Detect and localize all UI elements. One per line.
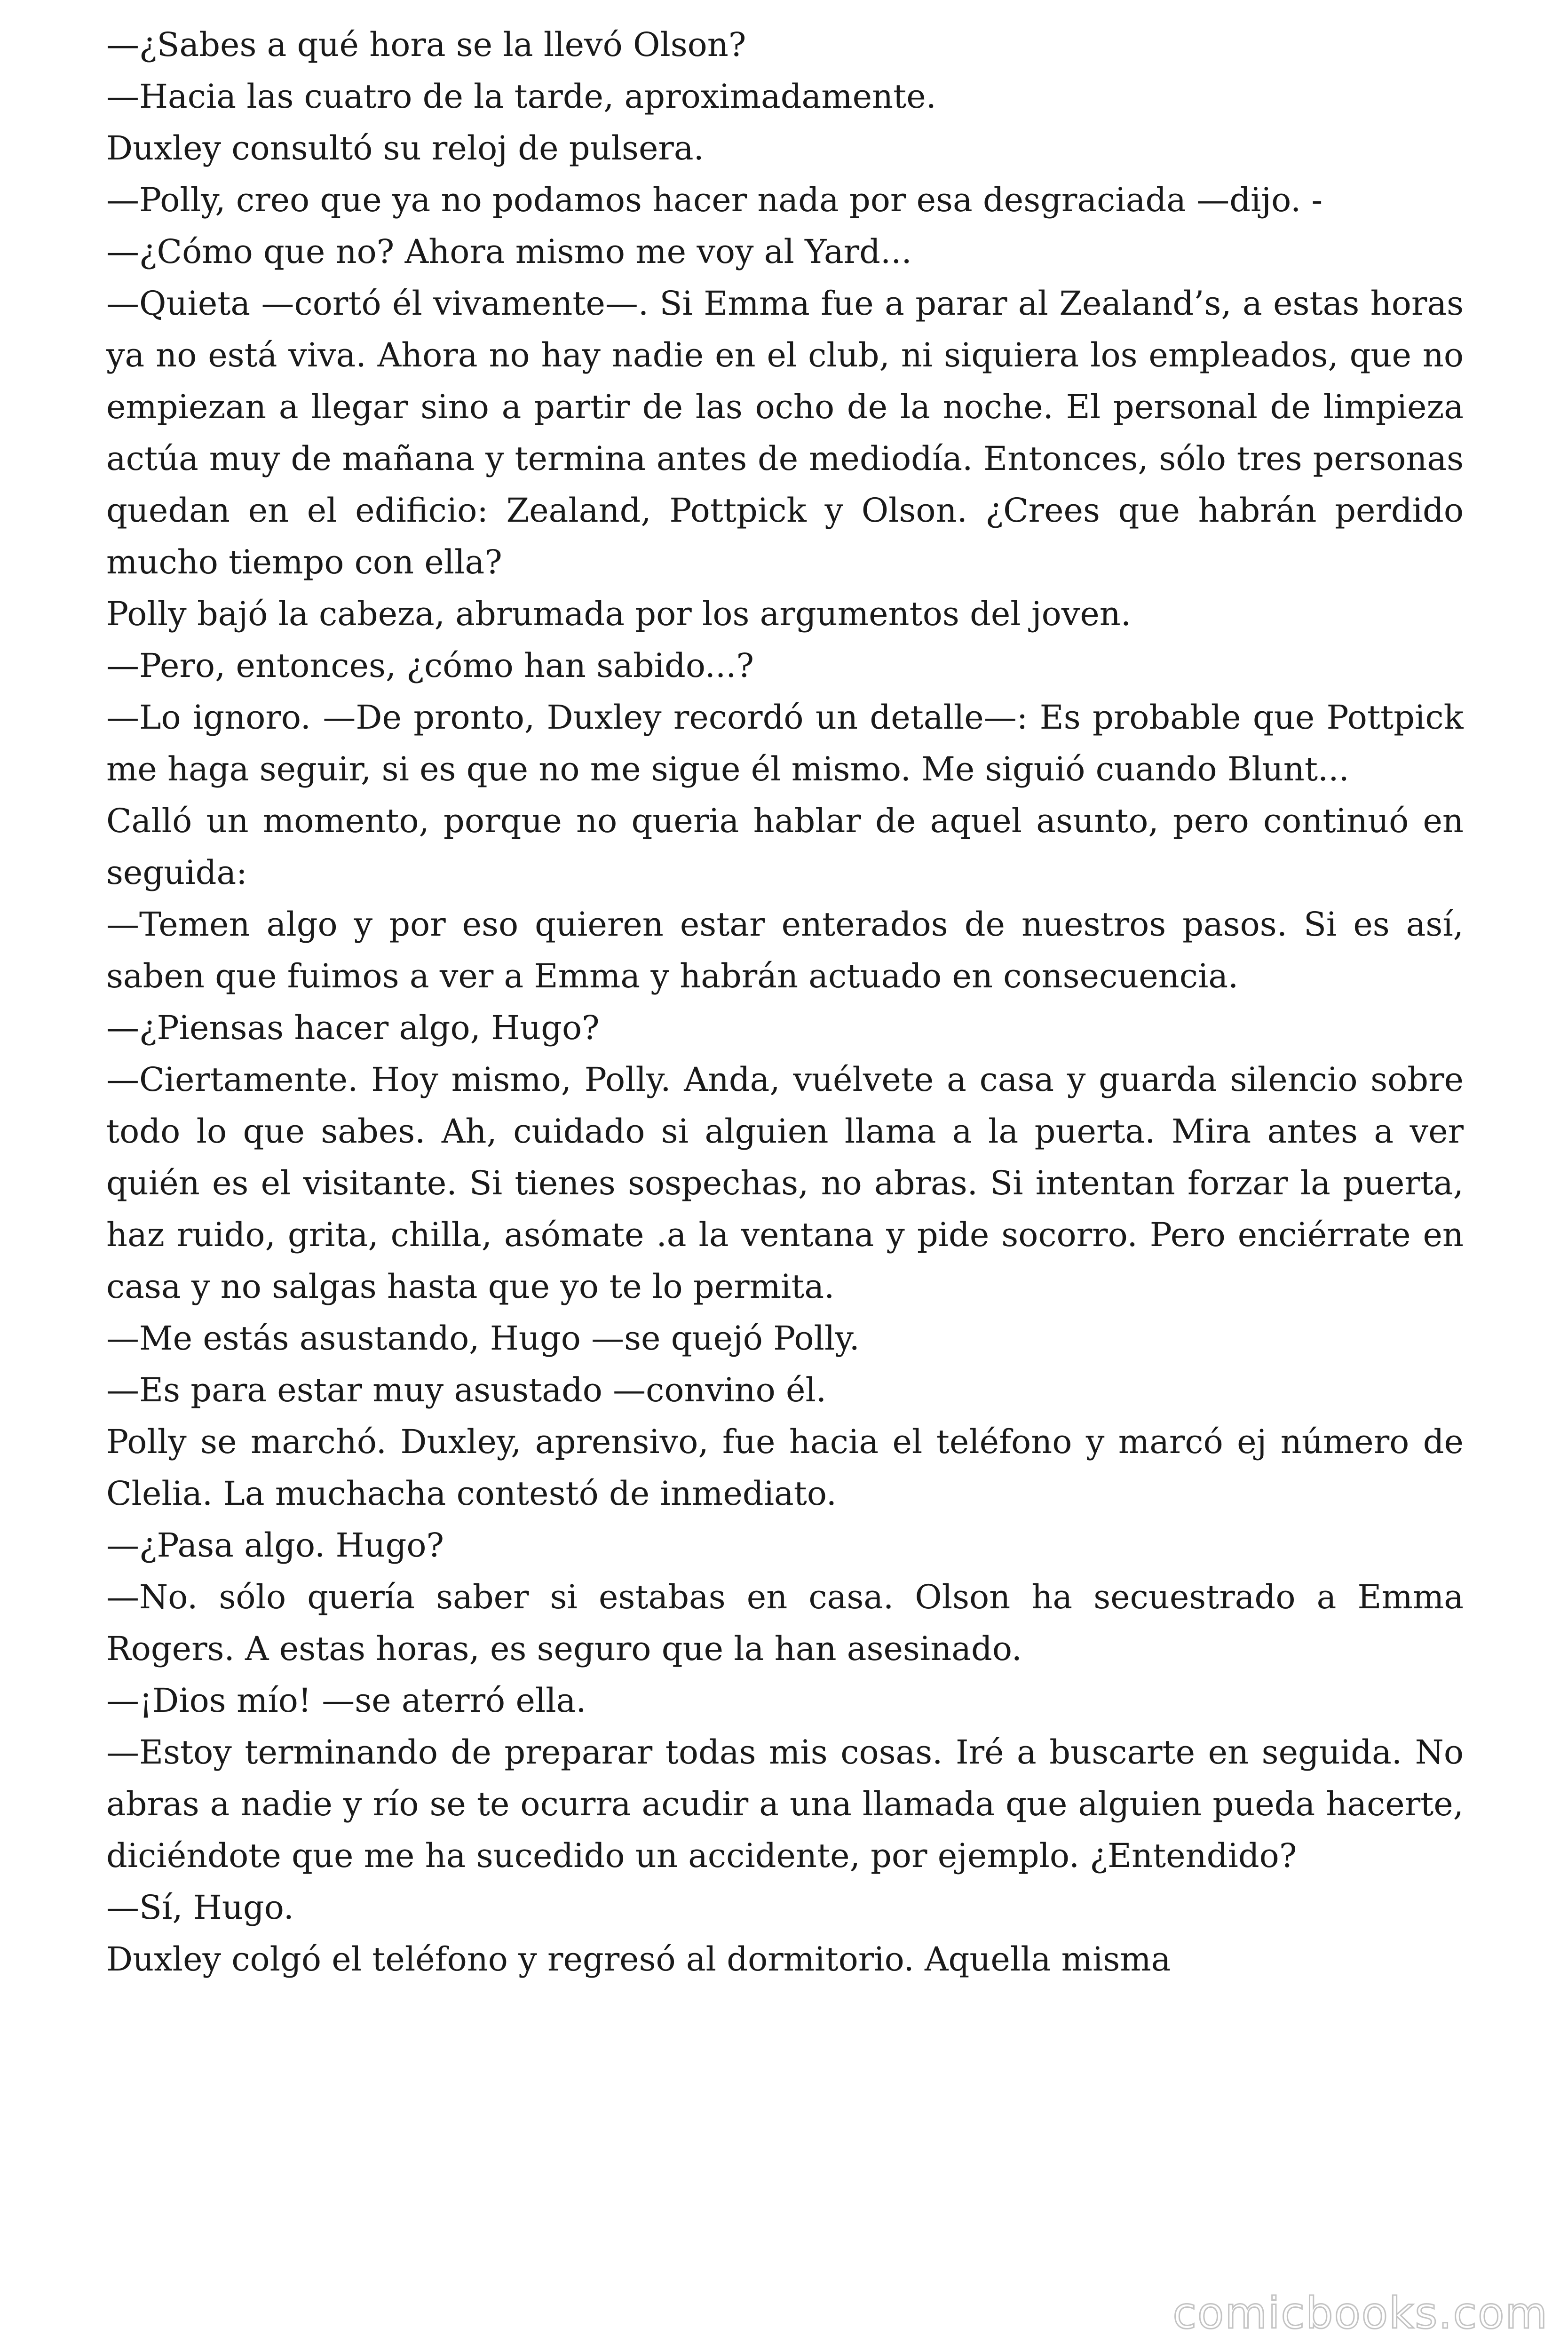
paragraph: —¿Cómo que no? Ahora mismo me voy al Yard... xyxy=(106,232,912,271)
paragraph: —¿Pasa algo. Hugo? xyxy=(106,1526,444,1565)
paragraph: —Sí, Hugo. xyxy=(106,1888,294,1927)
book-page xyxy=(106,19,1464,2314)
paragraph: —No. sólo quería saber si estabas en casa. Olson ha secuestrado a Emma Rogers. A estas horas, es seguro que la han asesinado. xyxy=(106,1578,1464,1668)
paragraph: —Lo ignoro. —De pronto, Duxley recordó un detalle—: Es probable que Pottpick me haga seguir, si es que no me sigue él mismo. Me siguió cuando Blunt... xyxy=(106,698,1464,788)
paragraph: Polly se marchó. Duxley, aprensivo, fue hacia el teléfono y marcó ej número de Clelia. La muchacha contestó de inmediato. xyxy=(106,1422,1464,1513)
paragraph: —¡Dios mío! —se aterró ella. xyxy=(106,1681,586,1720)
watermark-logo: comicbooks.com xyxy=(1172,2288,1548,2338)
paragraph: Polly bajó la cabeza, abrumada por los argumentos del joven. xyxy=(106,595,1132,633)
paragraph: —Polly, creo que ya no podamos hacer nada por esa desgraciada —dijo. - xyxy=(106,181,1323,219)
paragraph: Duxley consultó su reloj de pulsera. xyxy=(106,129,704,167)
paragraph: —Quieta —cortó él vivamente—. Si Emma fue a parar al Zealand’s, a estas horas ya no está viva. Ahora no hay nadie en el club, ni siquiera los empleados, que no empiezan a llegar sino a partir de las ocho de la noche. El personal de limpieza actúa muy de mañana y termina antes de mediodía. Entonces, sólo tres personas quedan en el edificio: Zealand, Pottpick y Olson. ¿Crees que habrán perdido mucho tiempo con ella? xyxy=(106,284,1464,581)
paragraph: —Hacia las cuatro de la tarde, aproximadamente. xyxy=(106,77,936,116)
paragraph: —Temen algo y por eso quieren estar enterados de nuestros pasos. Si es así, saben que fuimos a ver a Emma y habrán actuado en consecuencia. xyxy=(106,905,1464,995)
paragraph: —Estoy terminando de preparar todas mis cosas. Iré a buscarte en seguida. No abras a nadie y río se te ocurra acudir a una llamada que alguien pueda hacerte, diciéndote que me ha sucedido un accidente, por ejemplo. ¿Entendido? xyxy=(106,1733,1464,1875)
paragraph: —Es para estar muy asustado —convino él. xyxy=(106,1371,827,1409)
paragraph: —¿Sabes a qué hora se la llevó Olson? xyxy=(106,25,746,64)
paragraph: Duxley colgó el teléfono y regresó al dormitorio. Aquella misma xyxy=(106,1940,1171,1979)
paragraph: Calló un momento, porque no queria hablar de aquel asunto, pero continuó en seguida: xyxy=(106,802,1464,892)
paragraph: —Me estás asustando, Hugo —se quejó Polly. xyxy=(106,1319,860,1358)
paragraph: —Ciertamente. Hoy mismo, Polly. Anda, vuélvete a casa y guarda silencio sobre todo lo que sabes. Ah, cuidado si alguien llama a la puerta. Mira antes a ver quién es el visitante. Si tienes sospechas, no abras. Si intentan forzar la puerta, haz ruido, grita, chilla, asómate .a la ventana y pide socorro. Pero enciérrate en casa y no salgas hasta que yo te lo permita. xyxy=(106,1060,1464,1306)
paragraph: —¿Piensas hacer algo, Hugo? xyxy=(106,1009,600,1047)
paragraph: —Pero, entonces, ¿cómo han sabido...? xyxy=(106,646,754,685)
